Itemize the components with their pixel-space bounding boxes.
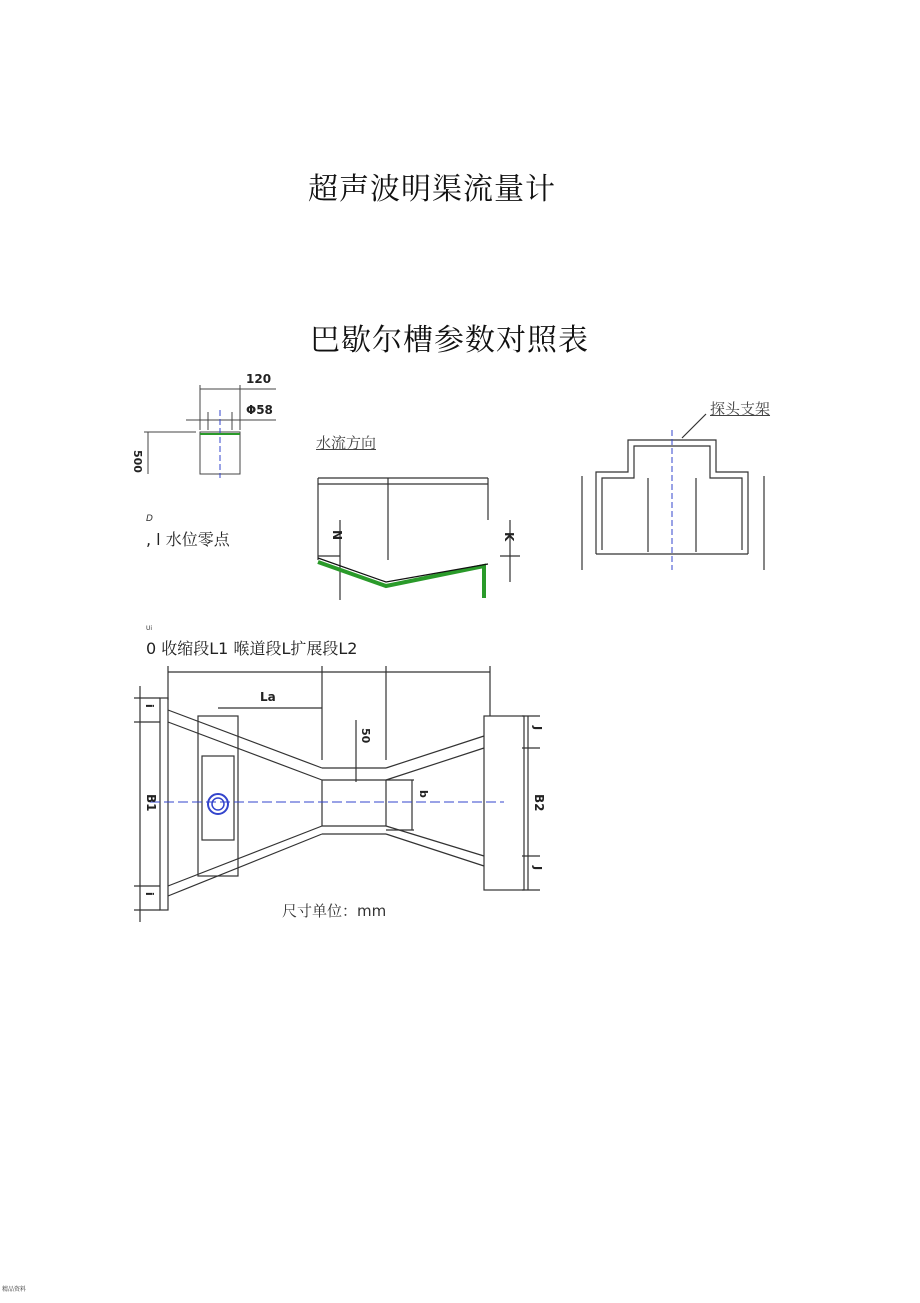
unit-label: 尺寸单位：mm: [282, 902, 387, 920]
dimension-j-top: J: [531, 726, 544, 731]
dimension-i-bottom: i: [143, 892, 156, 896]
label-ui: Ui: [146, 625, 153, 632]
dimension-i-top: i: [143, 704, 156, 708]
dimension-b2: B2: [532, 794, 546, 812]
dimension-la: La: [260, 690, 276, 704]
dimension-500: 500: [131, 450, 144, 473]
flow-direction-label: 水流方向: [316, 434, 377, 452]
water-zero-label: , l 水位零点: [146, 530, 230, 549]
label-k: K: [502, 532, 516, 542]
sections-label: 0 收缩段L1 喉道段L扩展段L2: [146, 639, 358, 658]
label-n: N: [330, 530, 344, 541]
probe-support-label: 探头支架: [710, 400, 771, 418]
footer-text: 精品资料: [2, 1286, 27, 1293]
label-d: D: [146, 514, 153, 524]
dimension-120: 120: [246, 372, 272, 386]
dimension-50: 50: [359, 728, 372, 744]
dimension-b: b: [417, 790, 430, 798]
dimension-b1: B1: [144, 794, 158, 812]
page-title: 超声波明渠流量计: [308, 172, 556, 207]
dimension-phi58: Φ58: [246, 403, 273, 417]
table-title: 巴歇尔槽参数对照表: [310, 323, 589, 358]
dimension-j-bottom: J: [531, 866, 544, 871]
